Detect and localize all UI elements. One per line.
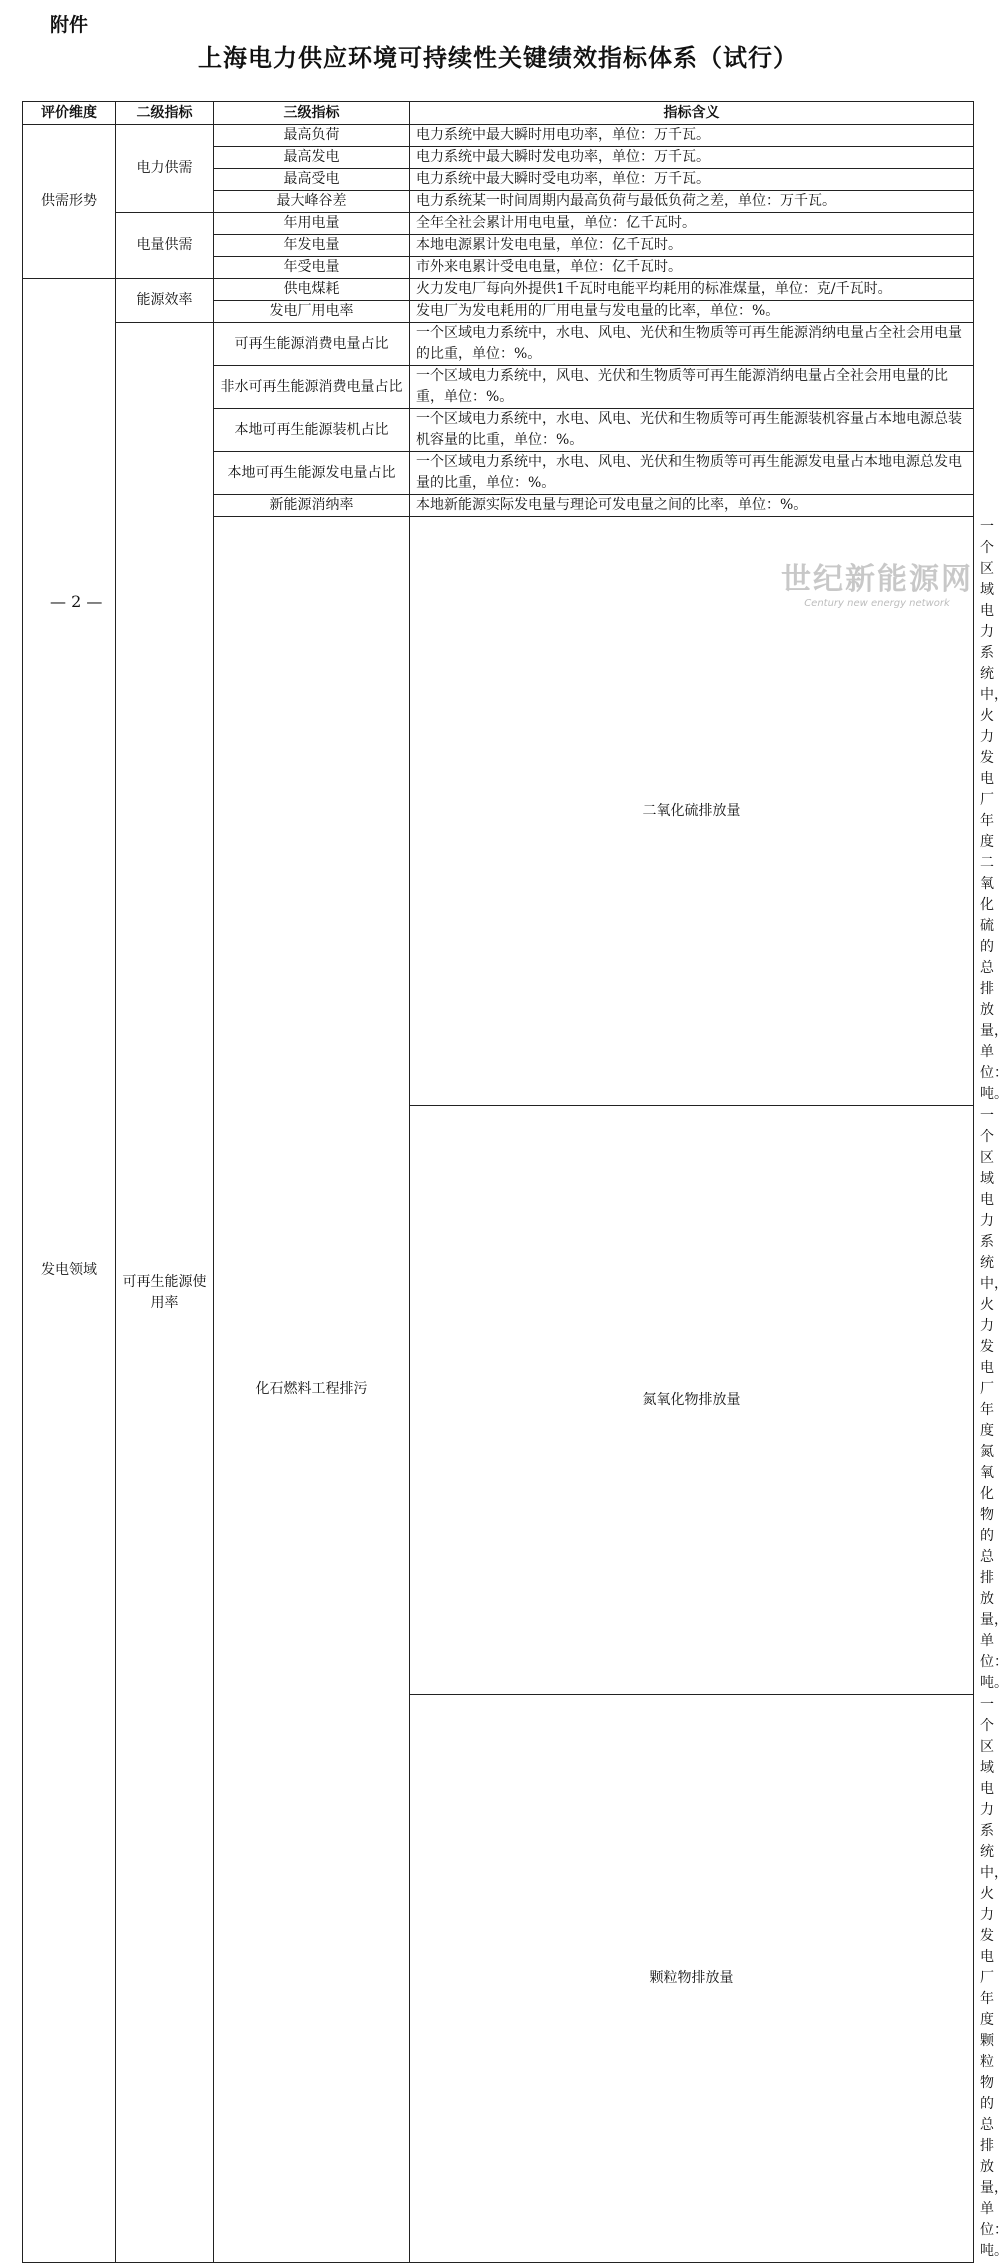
header-level2: 二级指标 — [116, 102, 214, 125]
table-row — [23, 279, 974, 301]
kpi-name: 本地可再生能源发电量占比 — [214, 452, 410, 495]
kpi-name: 供电煤耗 — [214, 279, 410, 301]
table-header-row — [23, 102, 974, 125]
kpi-name: 最高负荷 — [214, 125, 410, 147]
group-energy-supply-demand: 电量供需 — [116, 213, 214, 279]
kpi-table — [22, 101, 1008, 2263]
kpi-description: 电力系统中最大瞬时受电功率，单位：万千瓦。 — [410, 169, 974, 191]
group-renewable-usage: 可再生能源使用率 — [116, 323, 214, 2263]
dimension-generation: 发电领域 — [23, 279, 116, 2263]
table-row — [23, 213, 974, 235]
kpi-description: 全年全社会累计用电电量，单位：亿千瓦时。 — [410, 213, 974, 235]
table-row: 氮氧化物排放量 一个区域电力系统中，火力发电厂年度氮氧化物的总排放量，单位：吨。 — [23, 1106, 974, 1695]
kpi-description: 一个区域电力系统中，水电、风电、光伏和生物质等可再生能源发电量占本地电源总发电量的比重，单位：%。 — [410, 452, 974, 495]
header-dimension: 评价维度 — [23, 102, 116, 125]
page-number: — 2 — — [50, 592, 103, 611]
kpi-description: 市外来电累计受电电量，单位：亿千瓦时。 — [410, 257, 974, 279]
kpi-description: 一个区域电力系统中，风电、光伏和生物质等可再生能源消纳电量占全社会用电量的比重，单位：%。 — [410, 366, 974, 409]
kpi-name: 氮氧化物排放量 — [410, 1106, 974, 1695]
kpi-name: 发电厂用电率 — [214, 301, 410, 323]
watermark-main-text: 世纪新能源网 — [781, 562, 973, 597]
dimension-supply-demand: 供需形势 — [23, 125, 116, 279]
group-fossil-emissions: 化石燃料工程排污 — [214, 517, 410, 2263]
kpi-description: 本地新能源实际发电量与理论可发电量之间的比率，单位：%。 — [410, 495, 974, 517]
header-meaning: 指标含义 — [410, 102, 974, 125]
kpi-name: 颗粒物排放量 — [410, 1695, 974, 2263]
kpi-name: 非水可再生能源消费电量占比 — [214, 366, 410, 409]
group-energy-efficiency: 能源效率 — [116, 279, 214, 323]
kpi-description: 电力系统中最大瞬时发电功率，单位：万千瓦。 — [410, 147, 974, 169]
document-title: 上海电力供应环境可持续性关键绩效指标体系（试行） — [198, 43, 798, 72]
table-row: 化石燃料工程排污 二氧化硫排放量 一个区域电力系统中，火力发电厂年度二氧化硫的总排放量，单位：吨。 — [23, 517, 974, 1106]
kpi-description: 本地电源累计发电电量，单位：亿千瓦时。 — [410, 235, 974, 257]
kpi-description: 火力发电厂每向外提供1千瓦时电能平均耗用的标准煤量，单位：克/千瓦时。 — [410, 279, 974, 301]
watermark-logo — [772, 562, 982, 610]
group-power-supply-demand: 电力供需 — [116, 125, 214, 213]
table-row — [23, 323, 974, 366]
table-row — [23, 125, 974, 147]
kpi-name: 年发电量 — [214, 235, 410, 257]
kpi-description: 发电厂为发电耗用的厂用电量与发电量的比率，单位：%。 — [410, 301, 974, 323]
kpi-name: 年受电量 — [214, 257, 410, 279]
kpi-name: 最高发电 — [214, 147, 410, 169]
kpi-name: 最大峰谷差 — [214, 191, 410, 213]
table-row: 颗粒物排放量 一个区域电力系统中，火力发电厂年度颗粒物的总排放量，单位：吨。 — [23, 1695, 974, 2263]
annex-label: 附件 — [50, 14, 89, 36]
kpi-name: 可再生能源消费电量占比 — [214, 323, 410, 366]
kpi-name: 年用电量 — [214, 213, 410, 235]
watermark-sub-text: Century new energy network — [804, 598, 950, 609]
kpi-name: 新能源消纳率 — [214, 495, 410, 517]
header-level3: 三级指标 — [214, 102, 410, 125]
kpi-description: 一个区域电力系统中，水电、风电、光伏和生物质等可再生能源装机容量占本地电源总装机容量的比重，单位：%。 — [410, 409, 974, 452]
kpi-description: 一个区域电力系统中，水电、风电、光伏和生物质等可再生能源消纳电量占全社会用电量的比重，单位：%。 — [410, 323, 974, 366]
kpi-name: 本地可再生能源装机占比 — [214, 409, 410, 452]
kpi-name: 二氧化硫排放量 — [410, 517, 974, 1106]
kpi-description: 电力系统中最大瞬时用电功率，单位：万千瓦。 — [410, 125, 974, 147]
kpi-name: 最高受电 — [214, 169, 410, 191]
kpi-description: 电力系统某一时间周期内最高负荷与最低负荷之差，单位：万千瓦。 — [410, 191, 974, 213]
